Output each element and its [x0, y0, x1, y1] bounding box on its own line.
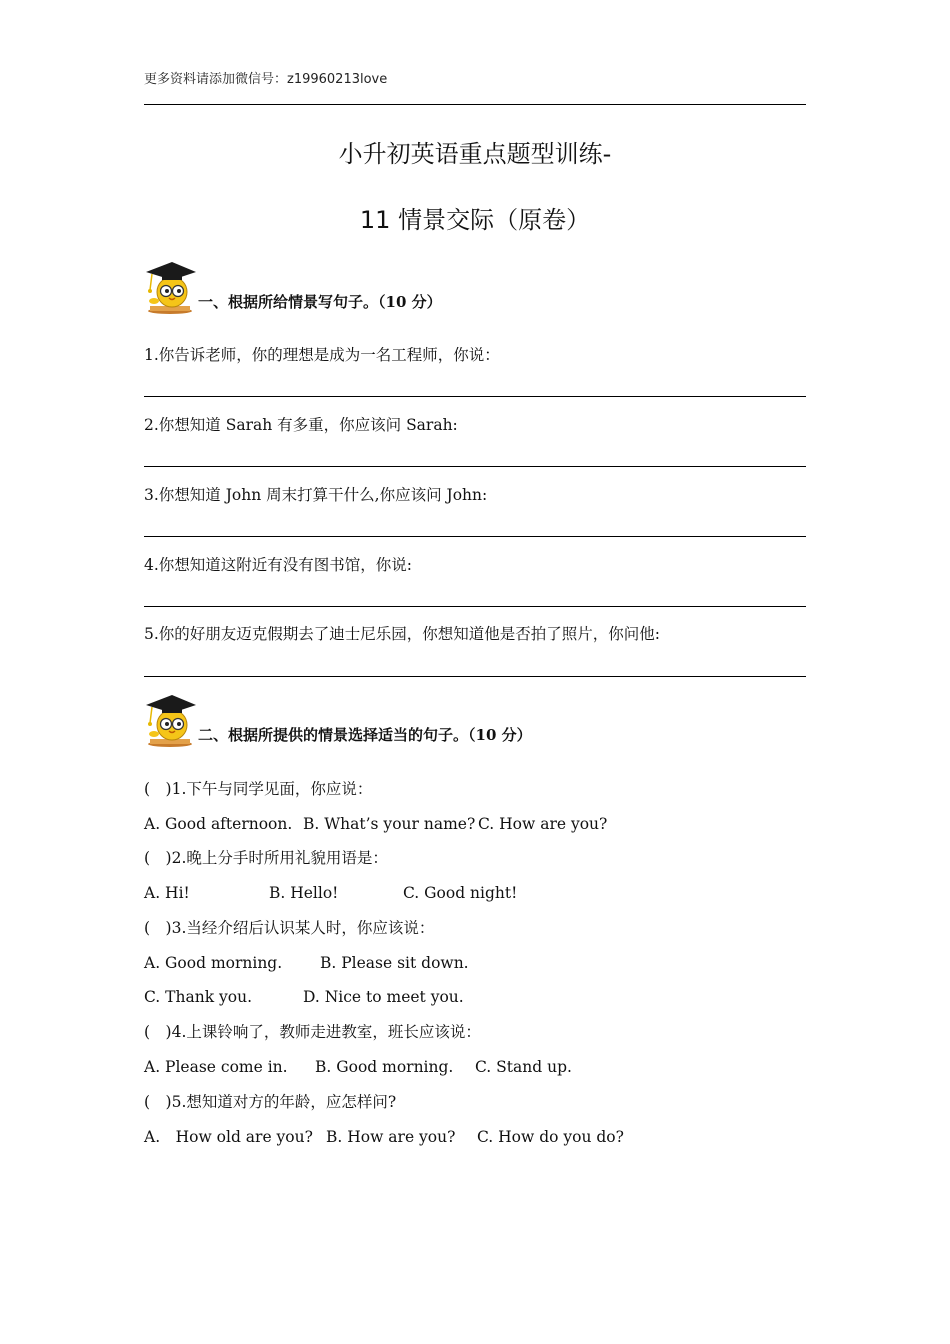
title-line-2: 11 情景交际（原卷）	[359, 206, 591, 234]
s2-question-5: ( )5.想知道对方的年龄，应怎样问?	[144, 1093, 397, 1111]
s2-q5-option-c[interactable]: C. How do you do?	[477, 1128, 624, 1146]
s1-answer-line-2[interactable]	[144, 466, 806, 467]
s1-answer-line-3[interactable]	[144, 536, 806, 537]
s2-q2-option-b[interactable]: B. Hello!	[269, 884, 339, 902]
s2-q3-option-b[interactable]: B. Please sit down.	[320, 954, 469, 972]
s2-q3-option-d[interactable]: D. Nice to meet you.	[303, 988, 464, 1006]
s2-q2-option-c[interactable]: C. Good night!	[403, 884, 518, 902]
s1-answer-line-4[interactable]	[144, 606, 806, 607]
s1-question-1: 1.你告诉老师，你的理想是成为一名工程师，你说：	[144, 346, 500, 364]
s1-question-5: 5.你的好朋友迈克假期去了迪士尼乐园，你想知道他是否拍了照片，你问他:	[144, 625, 661, 643]
section-1-heading	[142, 256, 782, 316]
header-rule	[144, 104, 806, 105]
s2-q5-option-b[interactable]: B. How are you?	[326, 1128, 456, 1146]
header-note: 更多资料请添加微信号：z19960213love	[144, 72, 388, 87]
s1-answer-line-1[interactable]	[144, 396, 806, 397]
s2-q4-option-c[interactable]: C. Stand up.	[475, 1058, 572, 1076]
s2-q5-option-a[interactable]: A. How old are you?	[144, 1128, 313, 1146]
s2-question-1: ( )1.下午与同学见面，你应说：	[144, 780, 373, 798]
s2-q1-option-b[interactable]: B. What’s your name?	[303, 815, 476, 833]
title-line-1: 小升初英语重点题型训练-	[338, 140, 612, 168]
s2-question-3: ( )3.当经介绍后认识某人时，你应该说：	[144, 919, 435, 937]
s2-question-4: ( )4.上课铃响了，教师走进教室，班长应该说：	[144, 1023, 481, 1041]
s2-q4-option-b[interactable]: B. Good morning.	[315, 1058, 454, 1076]
s1-question-2: 2.你想知道 Sarah 有多重，你应该问 Sarah:	[144, 416, 458, 434]
section-2-heading	[142, 689, 782, 749]
s2-q4-option-a[interactable]: A. Please come in.	[144, 1058, 288, 1076]
s2-q3-option-a[interactable]: A. Good morning.	[144, 954, 283, 972]
s2-q2-option-a[interactable]: A. Hi!	[144, 884, 190, 902]
section-1-heading-text: 一、根据所给情景写句子。（10 分）	[198, 293, 442, 311]
s1-question-3: 3.你想知道 John 周末打算干什么,你应该问 John:	[144, 486, 488, 504]
section-2-heading-text: 二、根据所提供的情景选择适当的句子。（10 分）	[198, 726, 532, 744]
graduate-mascot-icon	[142, 689, 198, 747]
s1-question-4: 4.你想知道这附近有没有图书馆，你说:	[144, 556, 413, 574]
s2-q1-option-a[interactable]: A. Good afternoon.	[144, 815, 293, 833]
s2-q3-option-c[interactable]: C. Thank you.	[144, 988, 253, 1006]
s1-answer-line-5[interactable]	[144, 676, 806, 677]
s2-question-2: ( )2.晚上分手时所用礼貌用语是：	[144, 849, 388, 867]
s2-q1-option-c[interactable]: C. How are you?	[478, 815, 608, 833]
graduate-mascot-icon	[142, 256, 198, 314]
